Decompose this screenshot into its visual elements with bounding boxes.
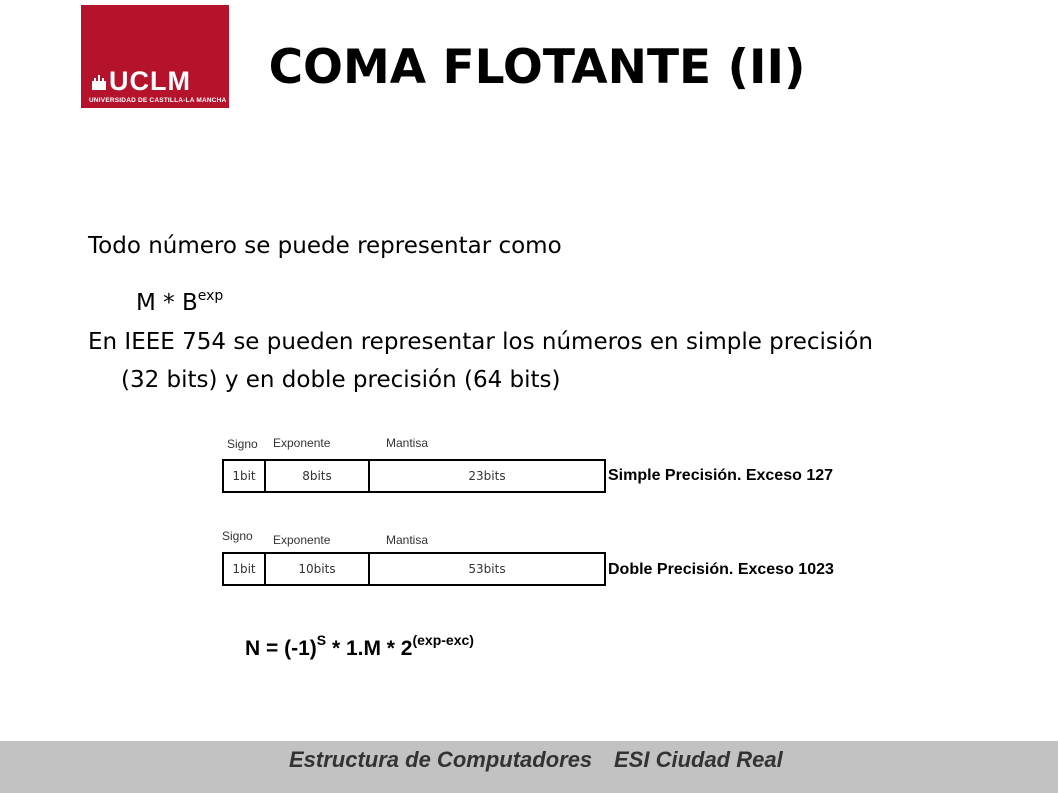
formula-exponent: exp (197, 288, 224, 304)
formula-base: M * B (136, 290, 198, 316)
double-mantissa-cell: 53bits (368, 554, 604, 584)
footer-school: ESI Ciudad Real (614, 747, 783, 772)
simple-mantissa-cell: 23bits (368, 461, 604, 491)
body-line-1: Todo número se puede representar como (88, 233, 562, 259)
body-line-3: En IEEE 754 se pueden representar los números en simple precisión (88, 329, 873, 355)
body-formula (136, 281, 223, 318)
formula-prefix: N = (-1) (245, 637, 317, 660)
slide-title: COMA FLOTANTE (II) (268, 40, 806, 95)
footer-bar (0, 741, 1058, 793)
body-line-4: (32 bits) y en doble precisión (64 bits) (121, 367, 561, 393)
formula-sign-superscript: S (316, 632, 327, 648)
simple-precision-description: Simple Precisión. Exceso 127 (608, 467, 834, 484)
simple-mantissa-label: Mantisa (386, 436, 429, 450)
simple-sign-cell: 1bit (232, 469, 256, 483)
double-exponent-cell: 10bits (264, 554, 368, 584)
logo-word: UCLM (109, 66, 191, 96)
simple-precision-bar (222, 459, 606, 493)
double-exponent-label: Exponente (273, 533, 331, 547)
simple-sign-label: Signo (227, 437, 258, 451)
normalized-formula (245, 632, 474, 661)
double-precision-description: Doble Precisión. Exceso 1023 (608, 561, 834, 578)
simple-exponent-cell: 8bits (264, 461, 368, 491)
double-mantissa-label: Mantisa (386, 533, 429, 547)
double-precision-bar (222, 552, 606, 586)
double-sign-cell: 1bit (232, 562, 256, 576)
formula-middle: * 1.M * 2 (326, 637, 413, 660)
simple-exponent-label: Exponente (273, 436, 331, 450)
formula-exponent-superscript: (exp-exc) (412, 632, 474, 648)
double-sign-label: Signo (222, 529, 253, 543)
logo-subtitle: UNIVERSIDAD DE CASTILLA-LA MANCHA (89, 97, 227, 104)
footer-course: Estructura de Computadores (289, 747, 593, 772)
